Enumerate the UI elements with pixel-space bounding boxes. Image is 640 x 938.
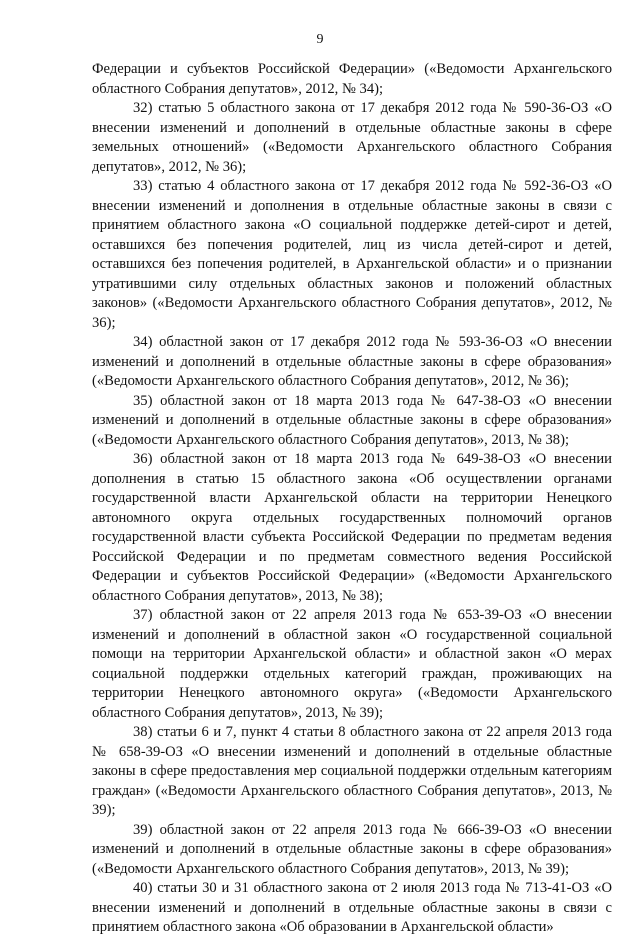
list-item-33: 33) статью 4 областного закона от 17 декабря 2012 года № 592-36-ОЗ «О внесении изменений и дополнения в отдельные областные законы в связи с принятием областного закона «О социальной поддержке детей-сирот и детей, оставшихся без попечения родителей, лиц из числа детей-сирот и детей, оставшихся без попечения родителей, в Архангельской области» и о признании утратившими силу отдельных областных законов и положений областных законов» («Ведомости Архангельского областного Собрания депутатов», 2012, № 36); [92, 178, 612, 331]
list-item-37: 37) областной закон от 22 апреля 2013 года № 653-39-ОЗ «О внесении изменений и дополнений в областной закон «О государственной социальной помощи на территории Архангельской области» и областной закон «О мерах социальной поддержки отдельных категорий граждан, проживающих на территории Ненецкого автономного округа» («Ведомости Архангельского областного Собрания депутатов», 2013, № 39); [92, 607, 612, 721]
paragraph-continuation: Федерации и субъектов Российской Федерации» («Ведомости Архангельского областного Собрания депутатов», 2012, № 34); [92, 61, 612, 97]
list-item-38: 38) статьи 6 и 7, пункт 4 статьи 8 областного закона от 22 апреля 2013 года № 658-39-ОЗ «О внесении изменений и дополнений в отдельные областные законы в сфере предоставления мер социальной поддержки отдельным категориям граждан» («Ведомости Архангельского областного Собрания депутатов», 2013, № 39); [92, 724, 612, 818]
page-number: 9 [316, 32, 324, 47]
list-item-35: 35) областной закон от 18 марта 2013 года № 647-38-ОЗ «О внесении изменений и дополнений в отдельные областные законы в сфере образования» («Ведомости Архангельского областного Собрания депутатов», 2013, № 38); [92, 392, 612, 448]
list-item-34: 34) областной закон от 17 декабря 2012 года № 593-36-ОЗ «О внесении изменений и дополнений в отдельные областные законы в сфере образования» («Ведомости Архангельского областного Собрания депутатов», 2012, № 36); [92, 334, 612, 389]
list-item-32: 32) статью 5 областного закона от 17 декабря 2012 года № 590-36-ОЗ «О внесении изменений и дополнений в отдельные областные законы в сфере земельных отношений» («Ведомости Архангельского областного Собрания депутатов», 2012, № 36); [92, 100, 612, 175]
document-body [92, 60, 612, 938]
list-item-39: 39) областной закон от 22 апреля 2013 года № 666-39-ОЗ «О внесении изменений и дополнений в отдельные областные законы в сфере образования» («Ведомости Архангельского областного Собрания депутатов», 2013, № 39); [92, 821, 612, 877]
list-item-40: 40) статьи 30 и 31 областного закона от 2 июля 2013 года № 713-41-ОЗ «О внесении изменений и дополнений в отдельные областные законы в связи с принятием областного закона «Об образовании в Архангельской области» [92, 880, 612, 935]
list-item-36: 36) областной закон от 18 марта 2013 года № 649-38-ОЗ «О внесении дополнения в статью 15 областного закона «Об осуществлении органами государственной власти Архангельской области на территории Ненецкого автономного округа отдельных государственных полномочий органов государственной власти субъекта Российской Федерации по предметам ведения Российской Федерации и по предметам совместного ведения Российской Федерации и субъектов Российской Федерации» («Ведомости Архангельского областного Собрания депутатов», 2013, № 38); [92, 451, 612, 604]
